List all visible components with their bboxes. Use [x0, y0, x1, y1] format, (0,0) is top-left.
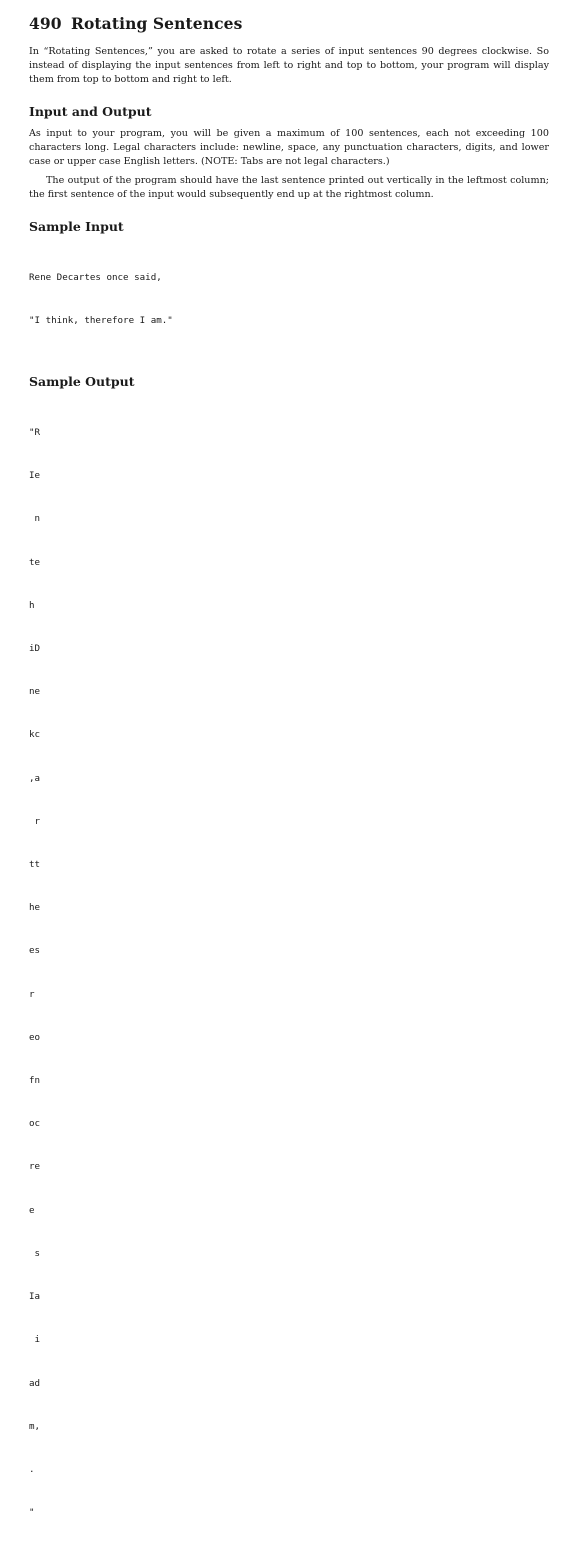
sample-output-line: e [29, 1204, 41, 1216]
sample-output-line: r [29, 815, 41, 827]
problem-number: 490 [29, 14, 62, 33]
sample-output-line: es [29, 945, 41, 957]
input-output-paragraph-1: As input to your program, you will be given a maximum of 100 sentences, each not exceeding 100 characters long. Legal characters include: newline, space, any punctuation characters, digits, and lower case or upper case English letters. (NOTE: Tabs are not legal characters.) [29, 128, 549, 167]
sample-output-line: ad [29, 1377, 41, 1389]
sample-output-line: ne [29, 686, 41, 698]
sample-output-line: h [29, 599, 41, 611]
sample-input-line: Rene Decartes once said, [29, 271, 162, 283]
problem-title [29, 14, 549, 33]
sample-output-line: Ia [29, 1291, 41, 1303]
sample-output-line: m, [29, 1420, 41, 1432]
input-output-heading: Input and Output [29, 104, 152, 119]
sample-output-line: he [29, 902, 41, 914]
sample-output-line: s [29, 1247, 41, 1259]
sample-output-line: re [29, 1161, 41, 1173]
sample-output-line: ,a [29, 772, 41, 784]
sample-output-block [29, 397, 549, 1549]
sample-output-line: r [29, 988, 41, 1000]
sample-output-line: "R [29, 427, 41, 439]
sample-output-line: iD [29, 643, 41, 655]
sample-output-line: i [29, 1334, 41, 1346]
sample-output-line: . [29, 1463, 41, 1475]
sample-output-line: eo [29, 1031, 41, 1043]
sample-output-line: n [29, 513, 41, 525]
sample-input-heading: Sample Input [29, 219, 124, 234]
sample-output-line: Ie [29, 470, 41, 482]
sample-output-line: oc [29, 1118, 41, 1130]
document-page [29, 14, 549, 1549]
sample-output-line: te [29, 556, 41, 568]
sample-output-line: kc [29, 729, 41, 741]
sample-output-line: " [29, 1507, 41, 1519]
sample-output-line: fn [29, 1075, 41, 1087]
sample-input-line: "I think, therefore I am." [29, 315, 173, 327]
problem-title-text: Rotating Sentences [71, 14, 243, 33]
input-output-paragraph-2: The output of the program should have the last sentence printed out vertically in the leftmost column; the first sentence of the input would subsequently end up at the rightmost column. [29, 175, 549, 200]
sample-output-line: tt [29, 859, 41, 871]
sample-input-block [29, 242, 549, 357]
sample-output-heading: Sample Output [29, 374, 135, 390]
intro-paragraph: In “Rotating Sentences,” you are asked to rotate a series of input sentences 90 degrees clockwise. So instead of displaying the input sentences from left to right and top to bottom, your program will display them from top to bottom and right to left. [29, 46, 549, 85]
